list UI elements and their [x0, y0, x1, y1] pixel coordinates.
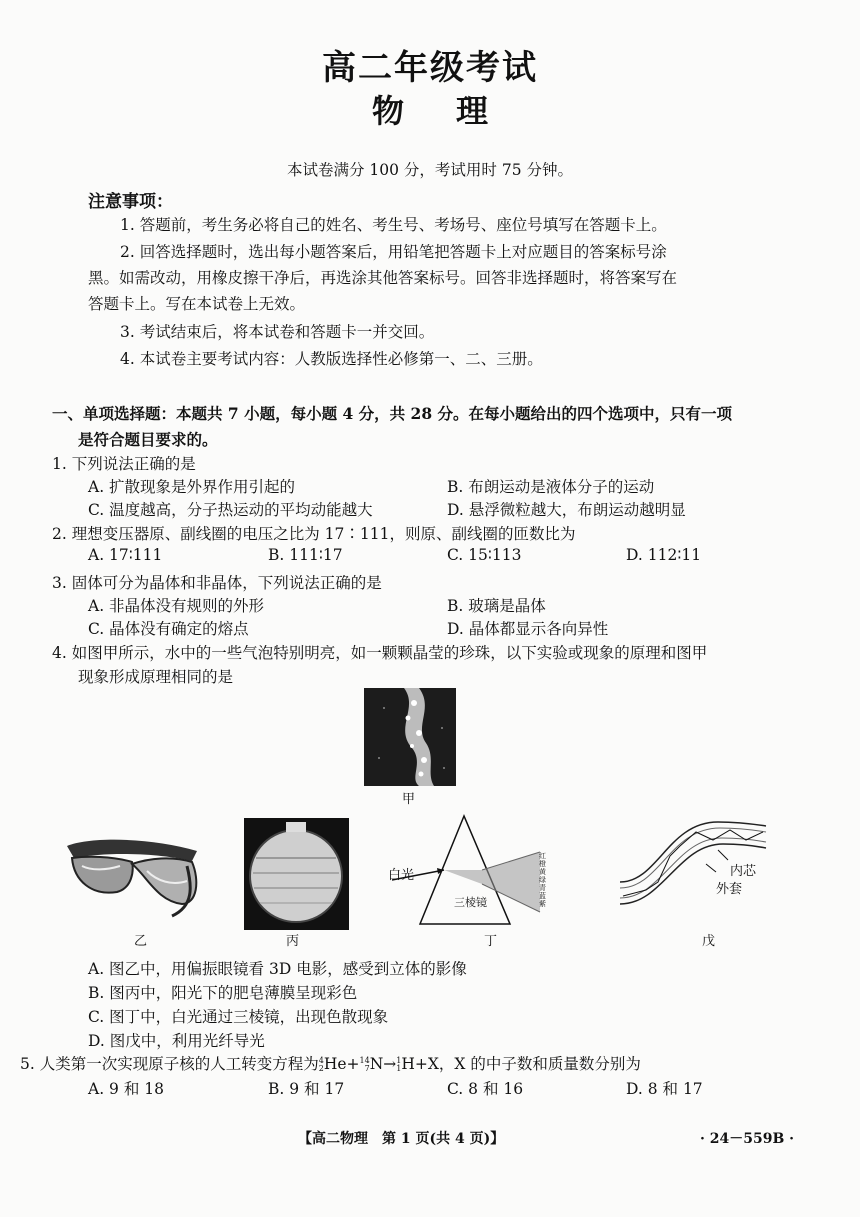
- q5-stem-prefix: 5. 人类第一次实现原子核的人工转变方程为: [20, 1055, 319, 1073]
- q5-stem-suffix: ，X 的中子数和质量数分别为: [438, 1055, 641, 1073]
- section-heading-line1: 一、单项选择题：本题共 7 小题，每小题 4 分，共 28 分。在每小题给出的四个选项中，只有一项: [52, 404, 733, 423]
- prism-white-light-label: 白光: [388, 868, 415, 883]
- exam-title: 高二年级考试: [322, 48, 538, 88]
- figure-jia-bubbles-image: [364, 688, 456, 786]
- section-heading-line2: 是符合题目要求的。: [78, 430, 218, 449]
- q3-option-b: B. 玻璃是晶体: [447, 597, 546, 615]
- q1-option-b: B. 布朗运动是液体分子的运动: [447, 478, 655, 496]
- q2-option-c: C. 15∶113: [447, 546, 522, 564]
- note-line: 答题卡上。写在本试卷上无效。: [88, 295, 306, 313]
- q3-option-d: D. 晶体都显示各向异性: [447, 620, 609, 638]
- subject-title: 物理: [371, 92, 540, 130]
- q5-option-d: D. 8 和 17: [626, 1080, 703, 1098]
- note-line: 4. 本试卷主要考试内容：人教版选择性必修第一、二、三册。: [120, 350, 543, 368]
- nuclear-equation: 4 2 He+ 14 7 N→ 1 1 H+X: [318, 1055, 439, 1073]
- q5-option-a: A. 9 和 18: [88, 1080, 164, 1098]
- notes-heading: 注意事项：: [88, 192, 173, 212]
- q3-option-a: A. 非晶体没有规则的外形: [88, 597, 265, 615]
- figure-jia-caption: 甲: [402, 792, 416, 807]
- q2-option-b: B. 111∶17: [268, 546, 343, 564]
- question-5-stem: [20, 1052, 641, 1074]
- figure-wu-caption: 戊: [702, 934, 716, 949]
- question-1-stem: 1. 下列说法正确的是: [52, 455, 196, 473]
- q1-option-d: D. 悬浮微粒越大，布朗运动越明显: [447, 501, 686, 519]
- page-footer-info: 【高二物理 第 1 页(共 4 页)】: [298, 1131, 505, 1147]
- q3-option-c: C. 晶体没有确定的熔点: [88, 620, 249, 638]
- note-line: 3. 考试结束后，将本试卷和答题卡一并交回。: [120, 323, 435, 341]
- figure-yi-sunglasses-image: [62, 826, 202, 926]
- q1-option-c: C. 温度越高，分子热运动的平均动能越大: [88, 501, 373, 519]
- question-4-stem-line2: 现象形成原理相同的是: [78, 668, 234, 686]
- q5-option-b: B. 9 和 17: [268, 1080, 345, 1098]
- q1-option-a: A. 扩散现象是外界作用引起的: [88, 478, 296, 496]
- exam-info: 本试卷满分 100 分，考试用时 75 分钟。: [286, 161, 574, 179]
- q5-option-c: C. 8 和 16: [447, 1080, 524, 1098]
- q2-option-a: A. 17∶111: [88, 546, 163, 564]
- note-line: 黑。如需改动，用橡皮擦干净后，再选涂其他答案标号。回答非选择题时，将答案写在: [88, 269, 678, 287]
- q4-option-a: A. 图乙中，用偏振眼镜看 3D 电影，感受到立体的影像: [88, 960, 467, 978]
- q4-option-c: C. 图丁中，白光通过三棱镜，出现色散现象: [88, 1008, 389, 1026]
- fiber-core-label: 内芯: [730, 864, 757, 879]
- q4-option-d: D. 图戊中，利用光纤导光: [88, 1032, 265, 1050]
- spectrum-labels: 红橙黄绿青蓝紫: [539, 852, 546, 908]
- fiber-cladding-label: 外套: [716, 882, 743, 897]
- question-3-stem: 3. 固体可分为晶体和非晶体，下列说法正确的是: [52, 574, 382, 592]
- figure-yi-caption: 乙: [134, 934, 148, 949]
- prism-label: 三棱镜: [454, 896, 487, 909]
- note-line: 2. 回答选择题时，选出每小题答案后，用铅笔把答题卡上对应题目的答案标号涂: [120, 243, 667, 261]
- figure-ding-caption: 丁: [484, 934, 498, 949]
- figure-bing-caption: 丙: [286, 934, 300, 949]
- q4-option-b: B. 图丙中，阳光下的肥皂薄膜呈现彩色: [88, 984, 358, 1002]
- question-4-stem-line1: 4. 如图甲所示，水中的一些气泡特别明亮，如一颗颗晶莹的珍珠，以下实验或现象的原理和图甲: [52, 644, 708, 662]
- page-footer-code: · 24－559B ·: [700, 1131, 795, 1147]
- q2-option-d: D. 112∶11: [626, 546, 702, 564]
- figure-bing-soap-film-image: [244, 818, 349, 930]
- note-line: 1. 答题前，考生务必将自己的姓名、考生号、考场号、座位号填写在答题卡上。: [120, 216, 667, 234]
- question-2-stem: 2. 理想变压器原、副线圈的电压之比为 17∶111，则原、副线圈的匝数比为: [52, 525, 576, 543]
